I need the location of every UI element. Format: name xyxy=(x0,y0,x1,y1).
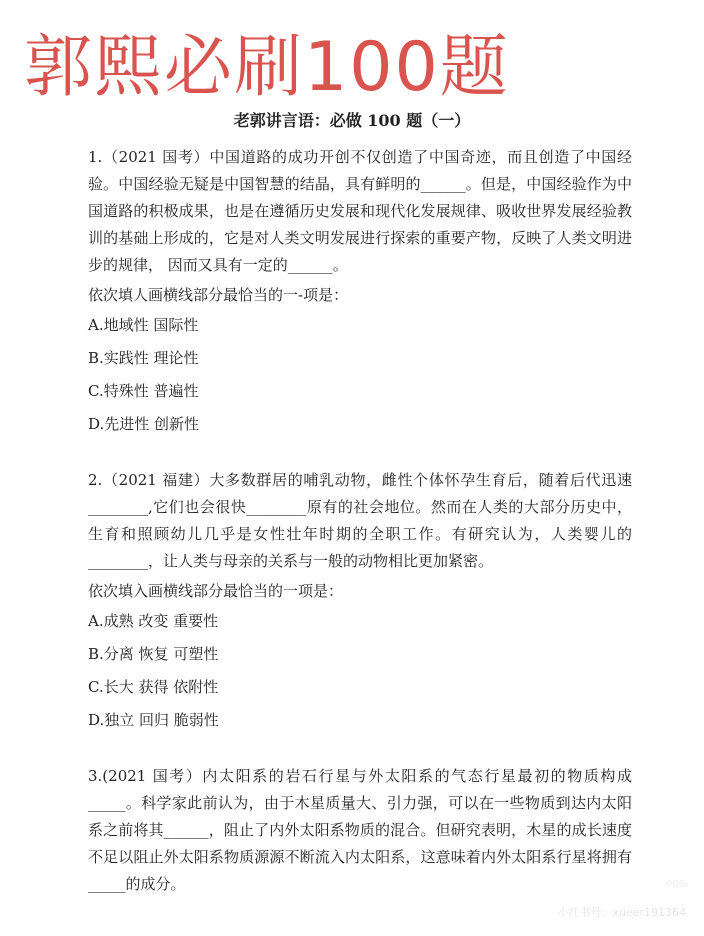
option-d: D.先进性 创新性 xyxy=(88,415,200,433)
question-text: 2.（2021 福建）大多数群居的哺乳动物，雌性个体怀孕生育后，随着后代迅速________,它们也会很快________原有的社会地位。然而在人类的大部分历史中，生育和照顾幼儿几乎是女性壮年时期的全职工作。有研究认为，人类婴儿的________，让人类与母亲的关系与一般的动物相比更加紧密。 xyxy=(88,471,632,570)
question-text: 1.（2021 国考）中国道路的成功开创不仅创造了中国奇迹，而且创造了中国经验。中国经验无疑是中国智慧的结晶，具有鲜明的______。但是，中国经验作为中国道路的积极成果，也是在遵循历史发展和现代化发展规律、吸收世界发展经验教训的基础上形成的，它是对人类文明发展进行探索的重要产物，反映了人类文明进步的规律， 因而又具有一定的______。 xyxy=(88,148,632,274)
banner-title: 郭熙必刷100题 xyxy=(24,28,510,107)
option-a: A.成熟 改变 重要性 xyxy=(88,612,219,630)
watermark: 小红书号：xueer191364 xyxy=(557,906,686,919)
document-subtitle: 老郭讲言语：必做 100 题（一） xyxy=(233,111,471,130)
option-a: A.地域性 国际性 xyxy=(88,316,199,334)
option-b: B.实践性 理论性 xyxy=(88,349,199,367)
question-2 xyxy=(88,467,632,737)
question-3 xyxy=(88,763,632,898)
option-b: B.分离 恢复 可塑性 xyxy=(88,645,219,663)
option-c: C.长大 获得 依附性 xyxy=(88,678,219,696)
option-d: D.独立 回归 脆弱性 xyxy=(88,711,219,729)
question-text: 3.(2021 国考）内太阳系的岩石行星与外太阳系的气态行星最初的物质构成_____。科学家此前认为，由于木星质量大、引力强，可以在一些物质到达内太阳系之前将其______，阻止了内外太阳系物质的混合。但研究表明，木星的成长速度不足以阻止外太阳系物质源源不断流入内太阳系，这意味着内外太阳系行星将拥有_____的成分。 xyxy=(88,767,632,893)
question-instruction: 依次填人画横线部分最恰当的一-项是： xyxy=(88,286,349,304)
faint-logo-mark: 00% xyxy=(665,879,688,890)
question-1 xyxy=(88,144,632,441)
question-list xyxy=(88,144,632,898)
option-c: C.特殊性 普遍性 xyxy=(88,382,199,400)
question-instruction: 依次填入画横线部分最恰当的一项是： xyxy=(88,582,344,600)
